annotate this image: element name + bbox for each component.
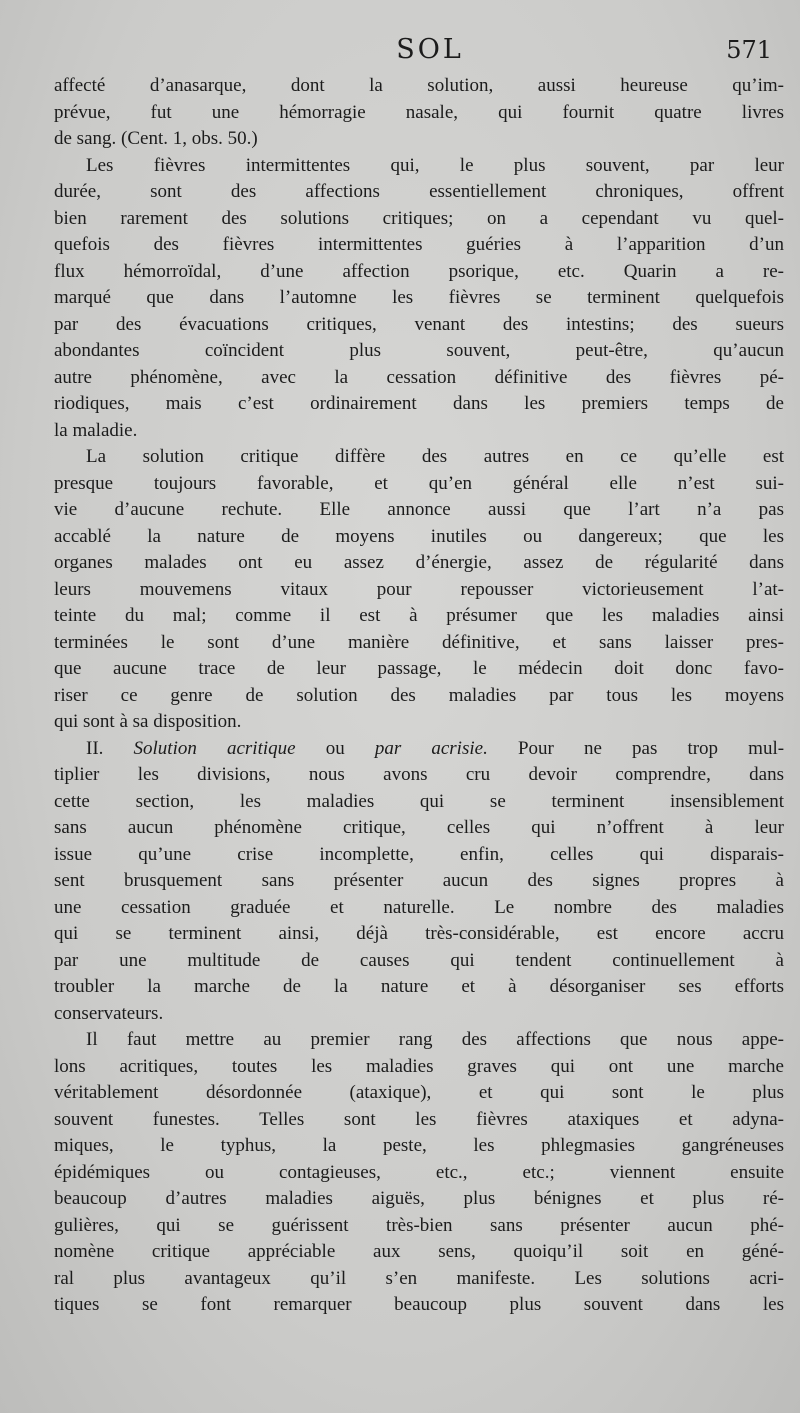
paragraph <box>54 444 784 736</box>
text-line: ral plus avantageux qu’il s’en manifeste. Les solutions acri- <box>54 1267 784 1289</box>
text-line: Les fièvres intermittentes qui, le plus souvent, par leur <box>86 154 784 176</box>
text-line: véritablement désordonnée (ataxique), et qui sont le plus <box>54 1082 784 1103</box>
text-line: leurs mouvemens vitaux pour repousser victorieusement l’at- <box>54 578 784 600</box>
text-line: Il faut mettre au premier rang des affections que nous appe- <box>86 1029 784 1050</box>
text-line: sans aucun phénomène critique, celles qui n’offrent à leur <box>54 817 784 838</box>
text-line: par des évacuations critiques, venant des intestins; des sueurs <box>54 313 784 335</box>
text-line: riser ce genre de solution des maladies par tous les moyens <box>54 684 784 706</box>
text-line: troubler la marche de la nature et à désorganiser ses efforts <box>54 976 784 997</box>
text-line: prévue, fut une hémorragie nasale, qui fournit quatre livres <box>54 101 784 123</box>
text-line: marqué que dans l’automne les fièvres se terminent quelquefois <box>54 287 784 308</box>
body-text <box>54 73 784 1319</box>
text-line: affecté d’anasarque, dont la solution, aussi heureuse qu’im- <box>54 75 784 96</box>
text-line: vie d’aucune rechute. Elle annonce aussi que l’art n’a pas <box>54 499 784 520</box>
text-line: par une multitude de causes qui tendent continuellement à <box>54 949 784 971</box>
running-head: SOL <box>396 34 464 65</box>
text-line: quefois des fièvres intermittentes guéries à l’apparition d’un <box>54 234 784 255</box>
text-line: beaucoup d’autres maladies aiguës, plus bénignes et plus ré- <box>54 1188 784 1209</box>
text-line: que aucune trace de leur passage, le médecin doit donc favo- <box>54 658 784 679</box>
text-line: bien rarement des solutions critiques; on a cependant vu quel- <box>54 207 784 229</box>
section-heading-line <box>54 736 784 763</box>
text-line: teinte du mal; comme il est à présumer que les maladies ainsi <box>54 605 784 626</box>
text-line: cette section, les maladies qui se terminent insensiblement <box>54 790 784 812</box>
text-line: riodiques, mais c’est ordinairement dans les premiers temps de <box>54 393 784 414</box>
text-line: la maladie. <box>54 419 138 441</box>
text-line: presque toujours favorable, et qu’en général elle n’est sui- <box>54 472 784 494</box>
text-line: durée, sont des affections essentiellement chroniques, offrent <box>54 181 784 202</box>
section-number: II. <box>86 737 104 759</box>
section-title-alt: par acrisie. <box>374 737 488 759</box>
text-line: flux hémorroïdal, d’une affection psorique, etc. Quarin a re- <box>54 260 784 282</box>
text-line: de sang. (Cent. 1, obs. 50.) <box>54 128 258 149</box>
text-line: autre phénomène, avec la cessation définitive des fièvres pé- <box>54 366 784 388</box>
text-line: qui se terminent ainsi, déjà très-considérable, est encore accru <box>54 923 784 944</box>
text-line: tiplier les divisions, nous avons cru devoir comprendre, dans <box>54 764 784 785</box>
text-line: miques, le typhus, la peste, les phlegmasies gangréneuses <box>54 1135 784 1156</box>
paragraph <box>54 736 784 1028</box>
text-line: La solution critique diffère des autres en ce qu’elle est <box>86 446 784 467</box>
text-line: lons acritiques, toutes les maladies graves qui ont une marche <box>54 1055 784 1077</box>
text-line: organes malades ont eu assez d’énergie, assez de régularité dans <box>54 552 784 573</box>
text-line: abondantes coïncident plus souvent, peut-être, qu’aucun <box>54 340 784 361</box>
text-line: issue qu’une crise incomplette, enfin, celles qui disparais- <box>54 843 784 865</box>
section-title: Solution acritique <box>133 737 296 759</box>
text-line: sent brusquement sans présenter aucun des signes propres à <box>54 870 784 891</box>
paragraph <box>54 73 784 153</box>
section-connector: ou <box>325 737 345 759</box>
text-line: souvent funestes. Telles sont les fièvres ataxiques et adyna- <box>54 1108 784 1130</box>
paragraph <box>54 153 784 445</box>
text-line: épidémiques ou contagieuses, etc., etc.; viennent ensuite <box>54 1161 784 1183</box>
text-line: gulières, qui se guérissent très-bien sans présenter aucun phé- <box>54 1214 784 1236</box>
text-line: accablé la nature de moyens inutiles ou dangereux; que les <box>54 525 784 547</box>
paragraph <box>54 1027 784 1319</box>
text-line: terminées le sont d’une manière définitive, et sans laisser pres- <box>54 631 784 653</box>
text-line: tiques se font remarquer beaucoup plus souvent dans les <box>54 1294 784 1315</box>
text-line: une cessation graduée et naturelle. Le nombre des maladies <box>54 896 784 918</box>
page-header <box>88 34 772 68</box>
page-number: 571 <box>726 36 772 64</box>
text-line: conservateurs. <box>54 1002 164 1024</box>
section-first-line-text: Pour ne pas trop mul- <box>517 737 784 759</box>
text-line: qui sont à sa disposition. <box>54 711 242 732</box>
text-line: nomène critique appréciable aux sens, quoiqu’il soit en géné- <box>54 1241 784 1262</box>
